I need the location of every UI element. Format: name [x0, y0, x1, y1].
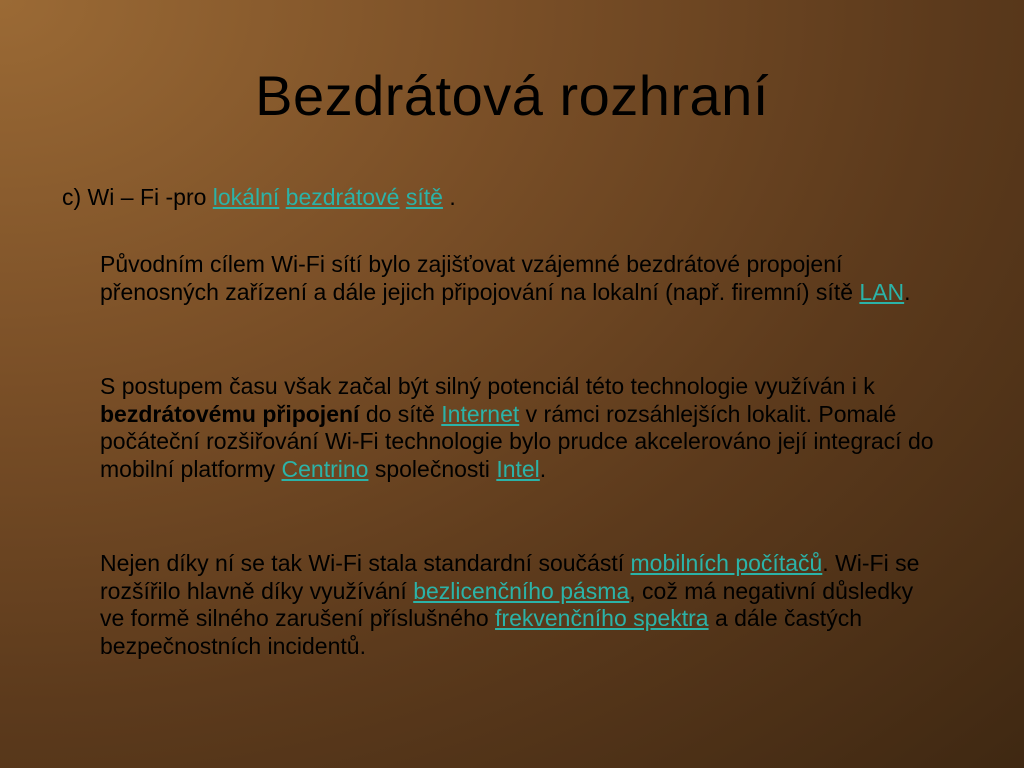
link-bezlicencniho-pasma[interactable]: bezlicenčního pásma: [413, 577, 630, 604]
link-site[interactable]: sítě: [405, 184, 443, 210]
p2-text-d: společnosti: [368, 455, 497, 482]
link-mobilnich-pocitacu[interactable]: mobilních počítačů: [630, 550, 823, 576]
p2-text-a: S postupem času však začal být silný potenciál této technologie využíván i k: [100, 373, 875, 399]
p1-text-b: .: [904, 278, 911, 305]
intro-suffix: .: [442, 184, 456, 210]
p1-text-a: Původním cílem Wi-Fi sítí bylo zajišťovat vzájemné bezdrátové propojení přenosných zařízení a dále jejich připojování na lokalní (např. firemní) sítě: [100, 251, 860, 305]
p3-text-c: , což má negativní důsledky ve formě silného zarušení příslušného: [100, 577, 914, 631]
p3-text-a: Nejen díky ní se tak Wi-Fi stala standardní součástí: [100, 550, 631, 576]
slide-title: Bezdrátová rozhraní: [255, 64, 769, 127]
p3-text-d: a dále častých bezpečnostních incidentů.: [100, 605, 862, 659]
p2-text-b: do sítě: [359, 400, 442, 427]
paragraph-original-purpose: [100, 251, 940, 306]
p3-text-b: . Wi-Fi se rozšířilo hlavně díky využívání: [100, 550, 920, 604]
paragraph-expansion: [100, 373, 940, 483]
link-frekvencniho-spektra[interactable]: frekvenčního spektra: [495, 605, 709, 631]
p2-text-c: v rámci rozsáhlejších lokalit. Pomalé počáteční rozšiřování Wi-Fi technologie bylo prudce akcelerováno její integrací do mobilní platformy: [100, 400, 934, 482]
p2-bold-text: bezdrátovému připojení: [100, 400, 360, 427]
paragraph-consequences: [100, 550, 940, 660]
link-lan[interactable]: LAN: [859, 278, 905, 305]
link-intel[interactable]: Intel: [496, 455, 540, 482]
intro-line: [62, 183, 456, 211]
p2-text-e: .: [539, 455, 547, 482]
link-centrino[interactable]: Centrino: [281, 455, 369, 482]
link-internet[interactable]: Internet: [441, 400, 520, 427]
link-lokalni[interactable]: lokální: [212, 184, 280, 210]
intro-prefix: c) Wi – Fi -pro: [62, 184, 213, 210]
link-bezdratove[interactable]: bezdrátové: [285, 184, 400, 210]
